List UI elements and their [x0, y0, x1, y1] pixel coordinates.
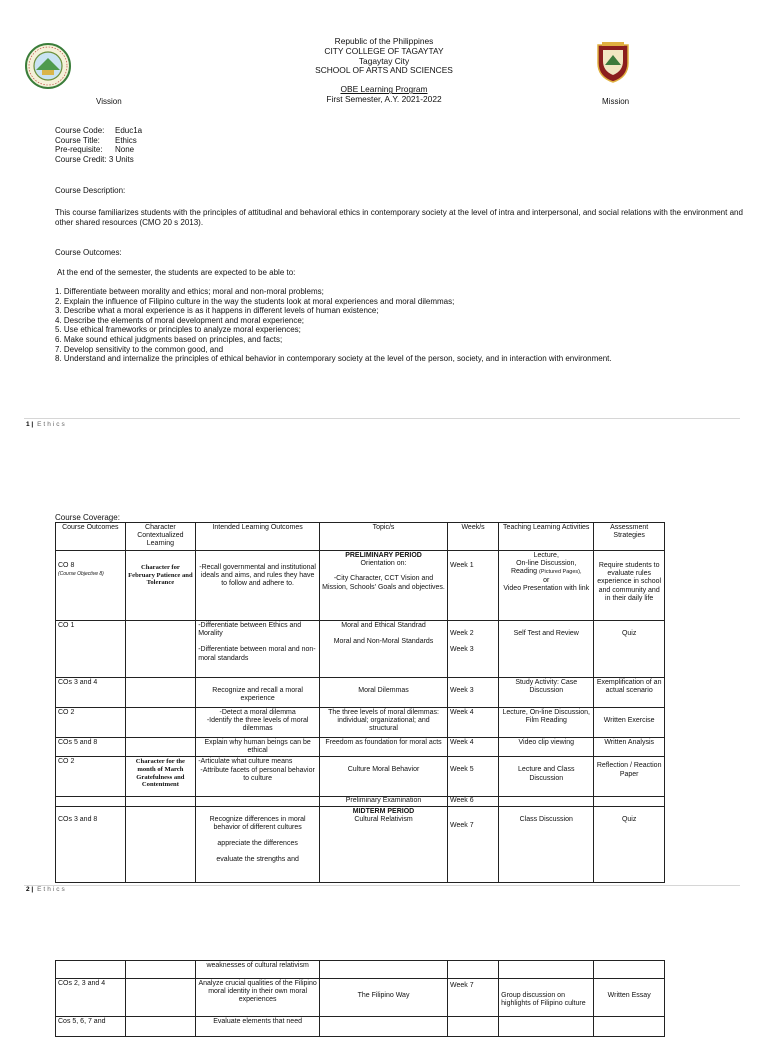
page-number: 2 | — [26, 886, 34, 893]
week: Week 7 — [449, 821, 474, 829]
table-row — [56, 708, 665, 738]
header-line: Republic of the Philippines — [334, 36, 434, 46]
outcome-item: 7. Develop sensitivity to the common good, and — [55, 344, 224, 354]
course-credit: 3 Units — [108, 154, 134, 164]
learning-outcome: -Articulate what culture means — [198, 758, 293, 766]
assessment: Written Exercise — [603, 717, 655, 724]
learning-outcome: appreciate the differences — [217, 840, 298, 848]
course-outcome: Cos 5, 6, 7 and — [58, 1018, 106, 1025]
activity: Video Presentation with link — [503, 584, 590, 592]
topic: The Filipino Way — [357, 992, 410, 999]
course-outcome: CO 2 — [58, 709, 75, 716]
activity: Self Test and Review — [513, 630, 579, 637]
description-heading: Course Description: — [55, 186, 126, 195]
table-row — [56, 738, 665, 757]
topic: Culture Moral Behavior — [347, 766, 420, 774]
topic: Moral and Non-Moral Standards — [333, 638, 434, 646]
week: Week 2 — [449, 630, 474, 637]
learning-outcome: weaknesses of cultural relativism — [206, 962, 309, 969]
course-outcome: CO 1 — [58, 622, 75, 629]
course-outcome: CO 8 — [58, 562, 75, 569]
outcome-item: 3. Describe what a moral experience is as it happens in different levels of human existence; — [55, 306, 379, 316]
week: Week 4 — [449, 739, 474, 746]
week: Week 3 — [449, 646, 474, 654]
page-footer — [26, 886, 67, 893]
column-header: Character Contextualized Learning — [125, 523, 196, 551]
coverage-table-continued — [55, 960, 665, 1037]
table-header-row — [56, 523, 665, 551]
document-header — [250, 37, 518, 105]
prerequisite: None — [115, 145, 135, 155]
course-outcome: COs 2, 3 and 4 — [58, 980, 106, 987]
table-row — [56, 621, 665, 678]
table-row — [56, 757, 665, 797]
activity: or — [543, 576, 550, 584]
footer-text: Ethics — [37, 886, 67, 893]
column-header: Week/s — [447, 523, 498, 551]
course-outcome: COs 3 and 8 — [58, 815, 98, 823]
character-learning: Character for February Patience and Tolerance — [128, 564, 193, 587]
program-title: OBE Learning Program — [340, 84, 428, 95]
column-header: Topic/s — [320, 523, 448, 551]
period-heading: MIDTERM PERIOD — [352, 807, 415, 815]
assessment: Written Essay — [607, 992, 651, 999]
column-header: Intended Learning Outcomes — [196, 523, 320, 551]
learning-outcome: Evaluate elements that need — [213, 1018, 302, 1025]
assessment: Quiz — [621, 630, 637, 637]
learning-outcome: Explain why human beings can be ethical — [204, 739, 311, 755]
activity: Lecture, — [533, 552, 559, 559]
header-line: Tagaytay City — [358, 55, 410, 66]
outcomes-heading: Course Outcomes: — [55, 248, 122, 257]
table-row — [56, 551, 665, 621]
week: Week 7 — [449, 982, 474, 989]
course-code: Educ1a — [115, 126, 143, 135]
learning-outcome: Recognize differences in moral behavior of different cultures — [209, 815, 306, 831]
header-line: CITY COLLEGE OF TAGAYTAY — [324, 45, 444, 56]
course-outcome: CO 2 — [58, 758, 75, 766]
learning-outcome: -Differentiate between moral and non-moral standards — [198, 646, 316, 662]
course-outcome-note: (Course Objective 8) — [58, 571, 104, 578]
week: Week 1 — [449, 562, 474, 569]
period-heading: PRELIMINARY PERIOD — [345, 552, 422, 559]
footer-text: Ethics — [37, 421, 67, 428]
week: Week 4 — [449, 709, 474, 716]
assessment: Exemplification of an actual scenario — [596, 679, 662, 695]
column-header: Teaching Learning Activities — [499, 523, 594, 551]
table-row — [56, 806, 665, 882]
week: Week 3 — [449, 687, 474, 694]
vision-label: Vission — [96, 97, 122, 106]
topic: Cultural Relativism — [354, 815, 413, 823]
learning-outcome: -Recall governmental and institutional ideals and aims, and rules they have to follow and adhere to. — [199, 564, 316, 588]
course-title-label: Course Title: — [55, 135, 100, 145]
course-outcome: COs 5 and 8 — [58, 739, 98, 746]
learning-outcome: -Detect a moral dilemma — [219, 709, 296, 716]
assessment: Require students to evaluate rules experience in school and community and in their daily life — [597, 562, 662, 602]
table-row — [56, 678, 665, 708]
topic: Preliminary Examination — [345, 797, 422, 805]
activity: Video clip viewing — [518, 739, 574, 746]
assessment: Reflection / Reaction Paper — [596, 762, 662, 778]
school-crest-logo — [596, 41, 630, 83]
outcome-item: 2. Explain the influence of Filipino culture in the way the students look at moral experiences and moral dilemmas; — [55, 296, 455, 306]
table-row — [56, 979, 665, 1017]
header-line: SCHOOL OF ARTS AND SCIENCES — [315, 65, 453, 76]
description-text: This course familiarizes students with the principles of attitudinal and behavioral ethics in contemporary society at the level of intra and interpersonal, and social relations with the environment and other shared resources (CMO 20 s 2013). — [55, 208, 743, 227]
learning-outcome: -Identify the three levels of moral dilemmas — [206, 717, 309, 733]
learning-outcome: Analyze crucial qualities of the Filipino moral identity in their own moral experiences — [198, 980, 317, 1004]
topic: Orientation on: — [360, 560, 407, 568]
table-row — [56, 1017, 665, 1037]
activity-note: (Pictured Pages), — [539, 569, 582, 576]
topic: The three levels of moral dilemmas: individual; organizational; and structural — [328, 709, 439, 733]
topic: Freedom as foundation for moral acts — [325, 739, 442, 746]
character-learning: Character for the month of March Gratefulness and Contentment — [135, 758, 185, 789]
college-seal-logo — [24, 42, 72, 90]
course-credit-label: Course Credit: — [55, 154, 107, 164]
outcomes-intro: At the end of the semester, the students are expected to be able to: — [57, 268, 296, 277]
prerequisite-label: Pre-requisite: — [55, 145, 103, 155]
course-info — [55, 126, 142, 164]
page-footer — [26, 421, 67, 428]
table-row — [56, 961, 665, 979]
semester-line: First Semester, A.Y. 2021-2022 — [326, 93, 442, 104]
assessment: Quiz — [621, 815, 637, 823]
coverage-heading: Course Coverage: — [55, 513, 120, 522]
course-title: Ethics — [115, 135, 137, 145]
activity: On-line Discussion, — [516, 560, 577, 568]
learning-outcome: Recognize and recall a moral experience — [212, 687, 303, 703]
page-rule — [24, 885, 740, 886]
week: Week 5 — [449, 766, 474, 774]
outcome-item: 1. Differentiate between morality and ethics; moral and non-moral problems; — [55, 287, 324, 296]
outcome-item: 5. Use ethical frameworks or principles to analyze moral experiences; — [55, 325, 301, 335]
topic: Moral Dilemmas — [358, 687, 409, 694]
learning-outcome: -Attribute facets of personal behavior to culture — [200, 766, 315, 782]
activity: Class Discussion — [519, 815, 573, 823]
outcome-item: 4. Describe the elements of moral development and moral experience; — [55, 315, 305, 325]
page-rule — [24, 418, 740, 419]
activity: Reading — [510, 568, 538, 576]
column-header: Course Outcomes — [56, 523, 126, 551]
table-row — [56, 797, 665, 806]
course-code-label: Course Code: — [55, 126, 105, 135]
topic: -City Character, CCT Vision and Mission, Schools' Goals and objectives. — [322, 575, 445, 591]
activity: Lecture and Class Discussion — [518, 766, 575, 782]
outcomes-list — [55, 287, 612, 364]
learning-outcome: evaluate the strengths and — [216, 856, 299, 864]
week: Week 6 — [449, 797, 474, 805]
activity: Lecture, On-line Discussion, Film Reading — [502, 709, 591, 725]
topic: Moral and Ethical Standrad — [341, 622, 426, 629]
course-outcome: COs 3 and 4 — [58, 679, 98, 686]
mission-label: Mission — [602, 97, 630, 106]
page-number: 1 | — [26, 421, 34, 428]
activity: Group discussion on highlights of Filipino culture — [501, 992, 586, 1008]
coverage-table — [55, 522, 665, 883]
learning-outcome: -Differentiate between Ethics and Morality — [198, 622, 302, 638]
assessment: Written Analysis — [604, 739, 654, 746]
outcome-item: 8. Understand and internalize the principles of ethical behavior in contemporary society at the level of the person, society, and in interaction with environment. — [55, 354, 612, 364]
column-header: Assessment Strategies — [594, 523, 665, 551]
outcome-item: 6. Make sound ethical judgments based on principles, and facts; — [55, 334, 283, 344]
activity: Study Activity: Case Discussion — [515, 679, 578, 695]
